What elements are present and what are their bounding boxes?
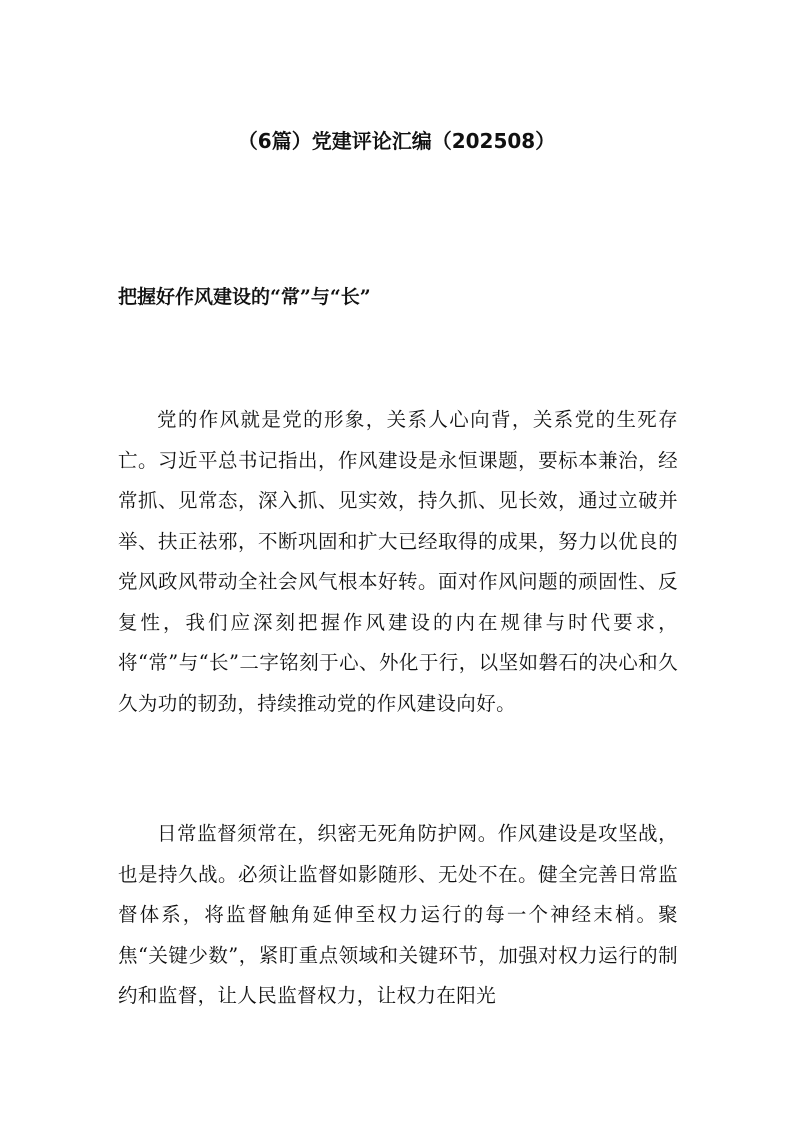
document-title: （6篇）党建评论汇编（202508） xyxy=(237,129,556,153)
body-paragraph-1: 党的作风就是党的形象，关系人心向背，关系党的生死存亡。习近平总书记指出，作风建设是永恒课题，要标本兼治，经常抓、见常态，深入抓、见实效，持久抓、见长效，通过立破并举、扶正祛邪，不断巩固和扩大已经取得的成果，努力以优良的党风政风带动全社会风气根本好转。面对作风问题的顽固性、反复性，我们应深刻把握作风建设的内在规律与时代要求，将“常”与“长”二字铭刻于心、外化于行，以坚如磐石的决心和久久为功的韧劲，持续推动党的作风建设向好。 xyxy=(118,408,678,715)
article-title: 把握好作风建设的“常”与“长” xyxy=(118,286,371,308)
body-paragraph-2: 日常监督须常在，织密无死角防护网。作风建设是攻坚战，也是持久战。必须让监督如影随形、无处不在。健全完善日常监督体系，将监督触角延伸至权力运行的每一个神经末梢。聚焦“关键少数”，紧盯重点领域和关键环节，加强对权力运行的制约和监督，让人民监督权力，让权力在阳光 xyxy=(118,822,678,1007)
